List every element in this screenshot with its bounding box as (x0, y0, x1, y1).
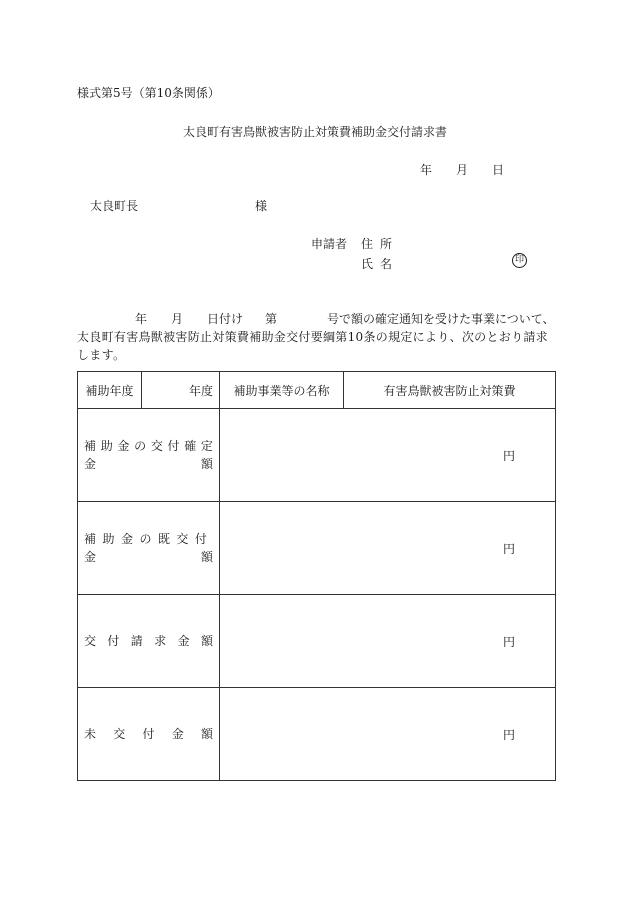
date-month-label: 月 (456, 163, 469, 177)
document-title: 太良町有害鳥獣被害防止対策費補助金交付請求書 (182, 125, 447, 139)
table-row (78, 409, 556, 502)
address-label: 住所 (361, 237, 400, 251)
row-label: 補 助 金 の 交 付 確 定 金 額 (78, 409, 220, 502)
request-table (77, 371, 556, 781)
project-name-label: 補助事業等の名称 (220, 372, 344, 409)
applicant-label: 申請者 (311, 237, 348, 251)
date-day-label: 日 (492, 163, 505, 177)
amount-field: 円 (220, 409, 556, 502)
body-month-label: 月 (171, 312, 184, 326)
seal-mark-icon: 印 (512, 253, 527, 268)
body-paragraph: 太良町有害鳥獣被害防止対策費補助金交付要綱第10条の規定により、次のとおり請求します。 (77, 330, 548, 362)
row-label: 交 付 請 求 金 額 (78, 595, 220, 688)
body-number-prefix: 第 (265, 312, 278, 326)
row-label: 補 助 金 の 既 交 付 金 額 (78, 502, 220, 595)
table-row (78, 595, 556, 688)
amount-field: 円 (220, 595, 556, 688)
row-label: 未 交 付 金 額 (78, 688, 220, 781)
fiscal-year-label: 補助年度 (78, 372, 142, 409)
addressee-honorific: 様 (255, 199, 268, 213)
fiscal-year-field: 年度 (142, 372, 220, 409)
table-row (78, 688, 556, 781)
amount-field: 円 (220, 688, 556, 781)
amount-field: 円 (220, 502, 556, 595)
body-year-label: 年 (135, 312, 148, 326)
body-line1-text: 号で額の確定通知を受けた事業について、 (327, 312, 555, 326)
project-name-value: 有害鳥獣被害防止対策費 (344, 372, 556, 409)
body-dated-label: 日付け (207, 312, 244, 326)
name-label: 氏名 (361, 257, 400, 271)
table-header-row (78, 372, 556, 409)
table-row (78, 502, 556, 595)
date-year-label: 年 (420, 163, 433, 177)
addressee-name: 太良町長 (90, 199, 139, 213)
form-number: 様式第5号（第10条関係） (77, 86, 220, 100)
